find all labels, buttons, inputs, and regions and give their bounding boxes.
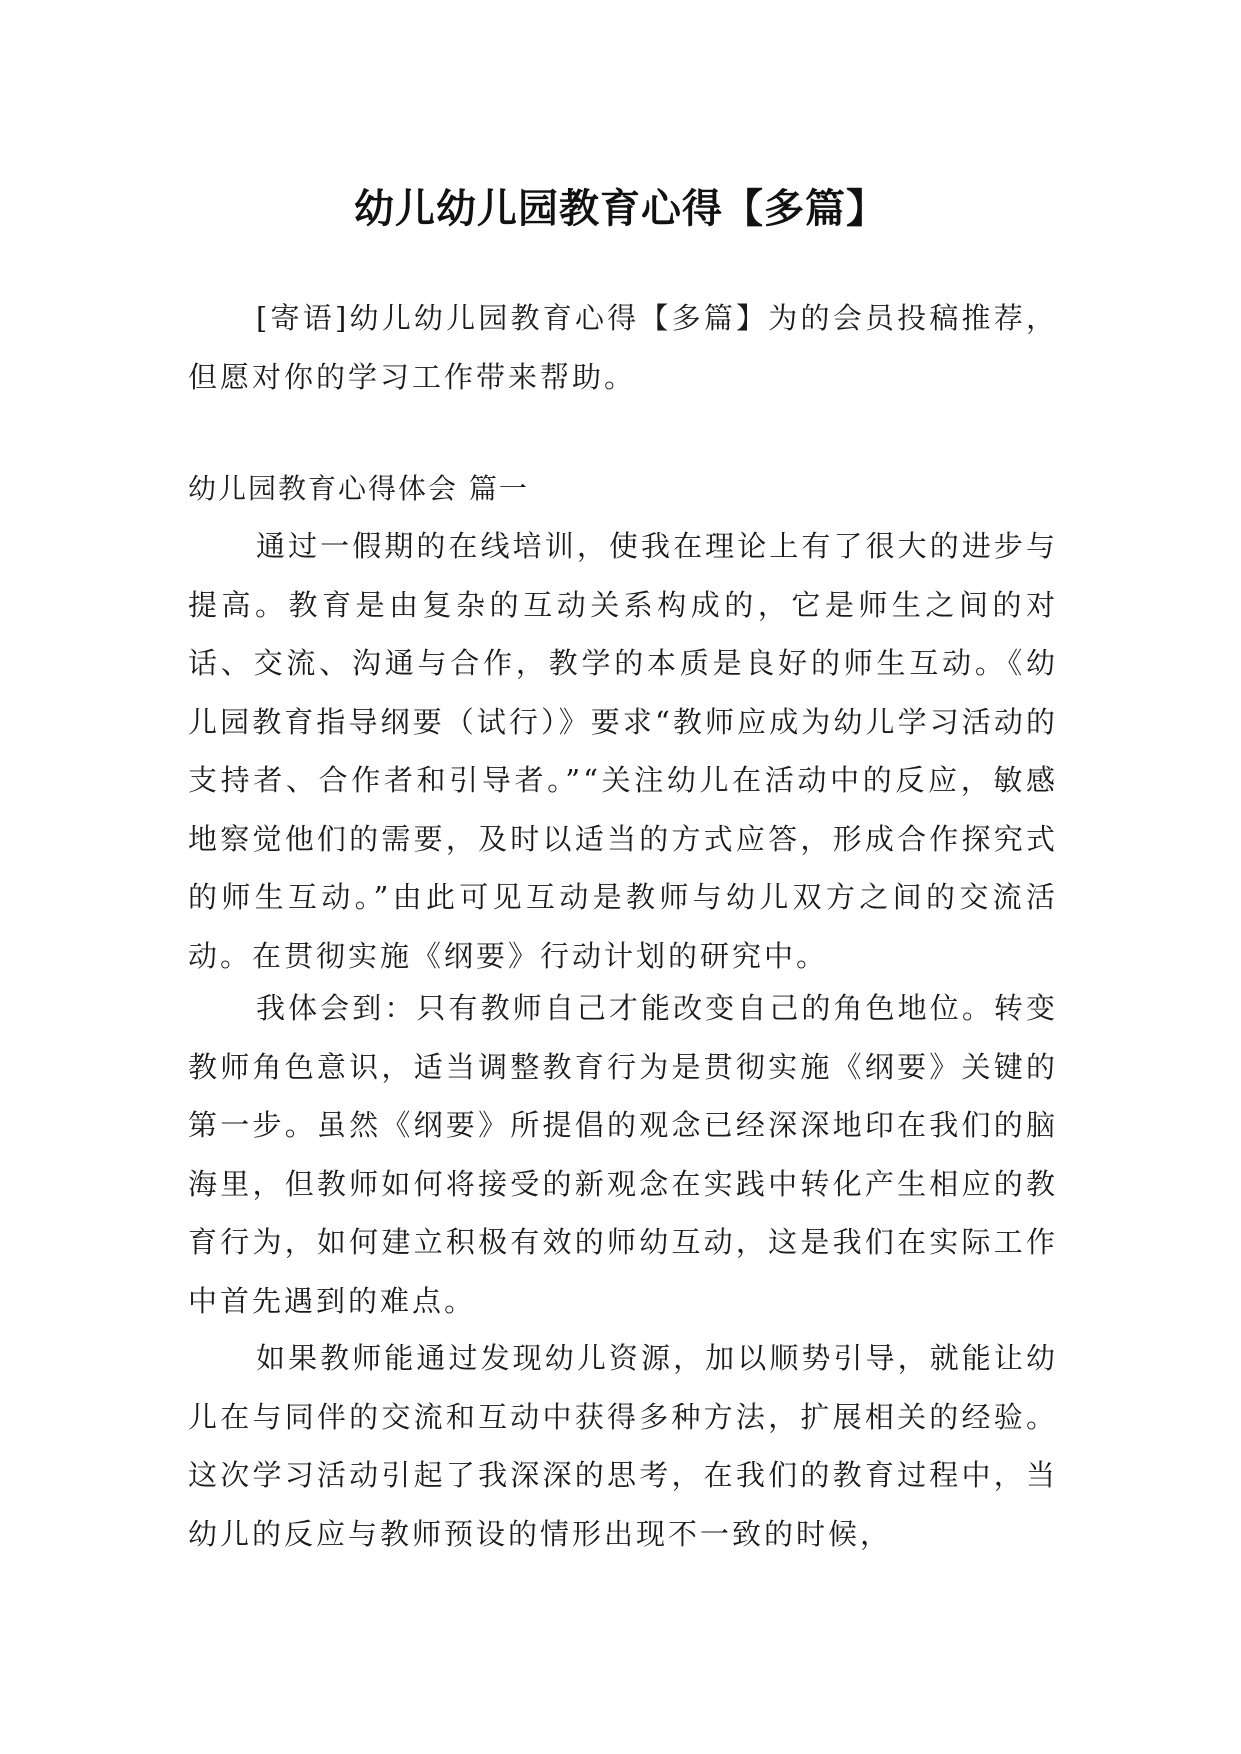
body-paragraph: 如果教师能通过发现幼儿资源，加以顺势引导，就能让幼儿在与同伴的交流和互动中获得多种方法，扩展相关的经验。 这次学习活动引起了我深深的思考，在我们的教育过程中，当幼儿的反应与教师预设的情形出现不一致的时候， bbox=[188, 1341, 1058, 1551]
document-title: 幼儿幼儿园教育心得【多篇】 bbox=[354, 185, 887, 232]
intro-paragraph: [寄语]幼儿幼儿园教育心得【多篇】为的会员投稿推荐，但愿对你的学习工作带来帮助。 bbox=[188, 301, 1058, 394]
body-paragraph: 我体会到：只有教师自己才能改变自己的角色地位。转变教师角色意识，适当调整教育行为是贯彻实施《纲要》关键的第一步。虽然《纲要》所提倡的观念已经深深地印在我们的脑海里，但教师如何将接受的新观念在实践中转化产生相应的教育行为，如何建立积极有效的师幼互动，这是我们在实际工作中首先遇到的难点。 bbox=[188, 991, 1058, 1318]
body-paragraph: 通过一假期的在线培训，使我在理论上有了很大的进步与提高。教育是由复杂的互动关系构成的，它是师生之间的对话、交流、沟通与合作，教学的本质是良好的师生互动。《幼儿园教育指导纲要（试行）》要求“教师应成为幼儿学习活动的支持者、合作者和引导者。”“关注幼儿在活动中的反应，敏感地察觉他们的需要，及时以适当的方式应答，形成合作探究式的师生互动。”由此可见互动是教师与幼儿双方之间的交流活动。在贯彻实施《纲要》行动计划的研究中。 bbox=[188, 529, 1058, 973]
section-heading: 幼儿园教育心得体会 篇一 bbox=[188, 472, 529, 505]
